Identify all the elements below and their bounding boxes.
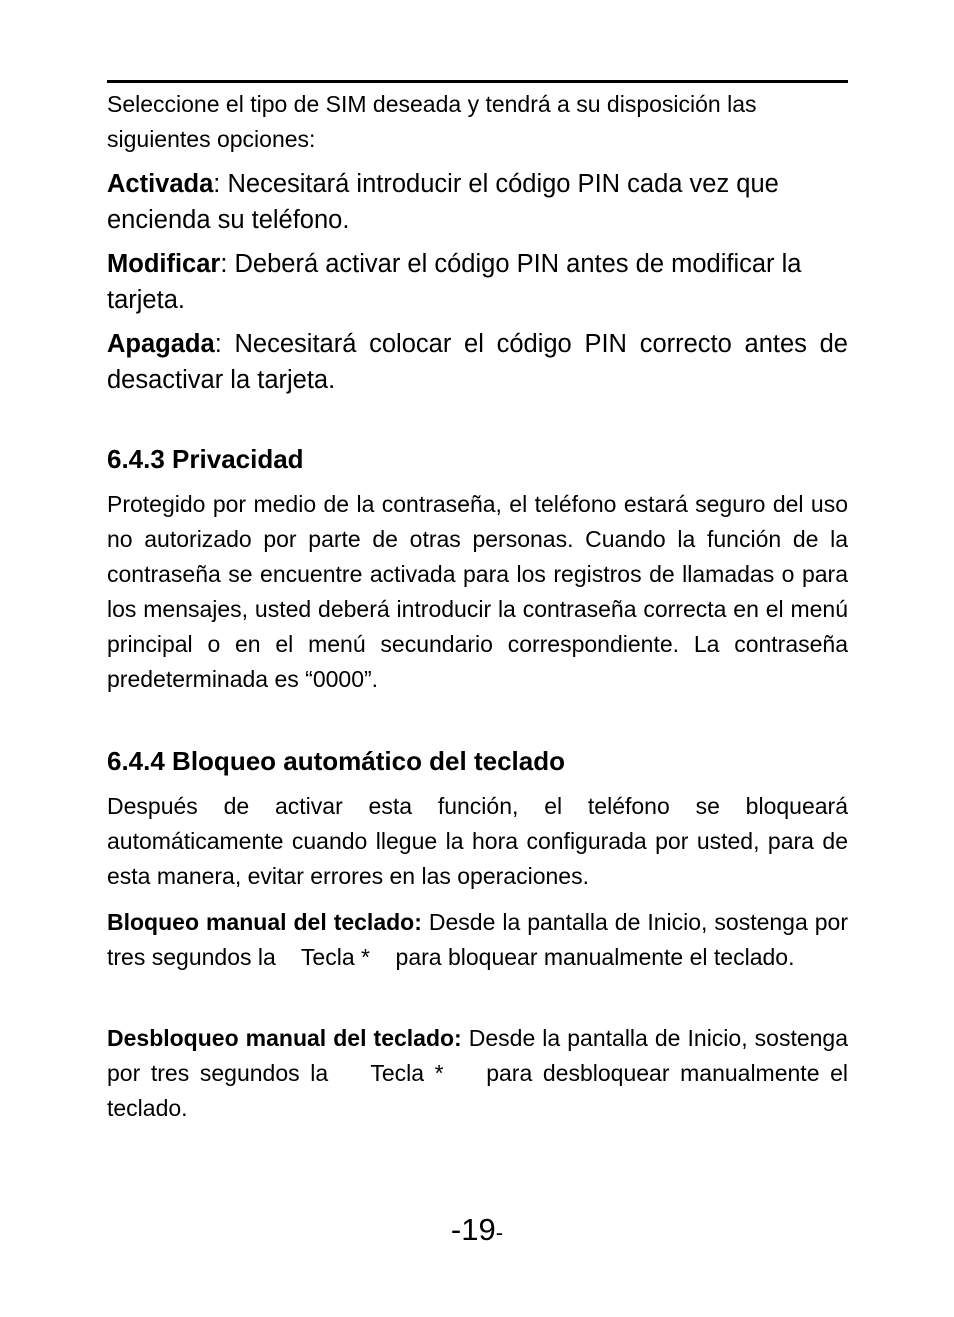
- manual-lock-text-end: para bloquear manualmente el teclado.: [395, 944, 795, 970]
- manual-unlock-text: Desde la pantalla de Inicio, sostenga por tres segundos la: [107, 1025, 848, 1086]
- bloqueo-body: Después de activar esta función, el teléfono se bloqueará automáticamente cuando llegue la hora configurada por usted, para de esta manera, evitar errores en las operaciones.: [107, 793, 848, 889]
- option-activada: [107, 166, 848, 238]
- manual-lock-term: Bloqueo manual del teclado:: [107, 909, 422, 935]
- privacidad-body: Protegido por medio de la contraseña, el teléfono estará seguro del uso no autorizado por parte de otras personas. Cuando la función de la contraseña se encuentre activada para los registros de llamadas o para los mensajes, usted deberá introducir la contraseña correcta en el menú principal o en el menú secundario correspondiente. La contraseña predeterminada es “0000”.: [107, 491, 848, 692]
- option-term: Modificar: [107, 250, 221, 278]
- page-number-value: -19: [450, 1212, 496, 1247]
- option-term: Apagada: [107, 330, 215, 358]
- page-number-dash: -: [495, 1220, 504, 1245]
- option-text: : Necesitará introducir el código PIN cada vez que encienda su teléfono.: [107, 170, 779, 234]
- page-number: [0, 1212, 954, 1248]
- manual-unlock-paragraph: [107, 1021, 848, 1126]
- section-heading-bloqueo: 6.4.4 Bloqueo automático del teclado: [107, 746, 565, 776]
- intro-paragraph: Seleccione el tipo de SIM deseada y tendrá a su disposición las siguientes opciones:: [107, 91, 757, 152]
- option-apagada: [107, 326, 848, 398]
- star-key-label: Tecla *: [338, 1060, 476, 1086]
- option-modificar: [107, 246, 848, 318]
- option-term: Activada: [107, 170, 214, 198]
- option-text: : Necesitará colocar el código PIN correcto antes de desactivar la tarjeta.: [107, 330, 848, 394]
- section-heading-privacidad: 6.4.3 Privacidad: [107, 444, 304, 474]
- header-rule: [107, 80, 848, 83]
- option-text: : Deberá activar el código PIN antes de modificar la tarjeta.: [107, 250, 802, 314]
- manual-unlock-term: Desbloqueo manual del teclado:: [107, 1025, 462, 1051]
- star-key-label: Tecla *: [282, 944, 390, 970]
- manual-unlock-text-end: para desbloquear manualmente el teclado.: [107, 1060, 849, 1121]
- manual-lock-paragraph: [107, 905, 848, 975]
- manual-lock-text: Desde la pantalla de Inicio, sostenga por tres segundos la: [107, 909, 848, 970]
